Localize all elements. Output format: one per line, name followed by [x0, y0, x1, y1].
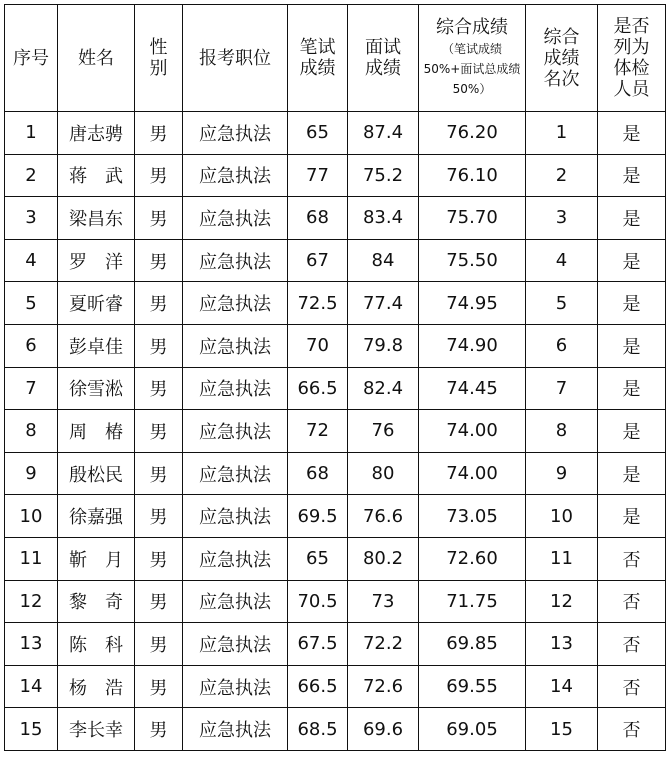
- cell-combined-score: 74.00: [419, 452, 526, 495]
- cell-written-score: 72.5: [288, 282, 348, 325]
- table-row: [5, 580, 666, 623]
- cell-gender: 男: [135, 452, 183, 495]
- cell-index: 13: [5, 623, 58, 666]
- cell-position: 应急执法: [183, 197, 288, 240]
- header-written-score: 笔试成绩: [288, 5, 348, 112]
- cell-physical-exam: 是: [598, 112, 666, 155]
- header-combined-score: [419, 5, 526, 112]
- table-header: [5, 5, 666, 112]
- cell-rank: 15: [526, 708, 598, 751]
- cell-written-score: 66.5: [288, 367, 348, 410]
- cell-position: 应急执法: [183, 708, 288, 751]
- cell-combined-score: 75.70: [419, 197, 526, 240]
- cell-rank: 6: [526, 324, 598, 367]
- table-row: [5, 708, 666, 751]
- cell-position: 应急执法: [183, 580, 288, 623]
- cell-gender: 男: [135, 623, 183, 666]
- cell-name: 靳 月: [58, 537, 135, 580]
- cell-name: 李长幸: [58, 708, 135, 751]
- cell-name: 蒋 武: [58, 154, 135, 197]
- cell-index: 12: [5, 580, 58, 623]
- table-row: [5, 452, 666, 495]
- cell-interview-score: 72.6: [348, 665, 419, 708]
- cell-index: 11: [5, 537, 58, 580]
- table-row: [5, 239, 666, 282]
- table-row: [5, 112, 666, 155]
- cell-written-score: 70: [288, 324, 348, 367]
- cell-physical-exam: 是: [598, 367, 666, 410]
- cell-position: 应急执法: [183, 665, 288, 708]
- cell-gender: 男: [135, 537, 183, 580]
- cell-combined-score: 75.50: [419, 239, 526, 282]
- cell-gender: 男: [135, 154, 183, 197]
- cell-name: 徐雪淞: [58, 367, 135, 410]
- cell-position: 应急执法: [183, 324, 288, 367]
- cell-index: 9: [5, 452, 58, 495]
- cell-written-score: 65: [288, 537, 348, 580]
- cell-name: 陈 科: [58, 623, 135, 666]
- cell-interview-score: 73: [348, 580, 419, 623]
- cell-physical-exam: 是: [598, 282, 666, 325]
- table-row: [5, 665, 666, 708]
- header-combined-note: （笔试成绩50%+面试总成绩50%）: [423, 42, 521, 96]
- cell-combined-score: 69.55: [419, 665, 526, 708]
- cell-combined-score: 74.90: [419, 324, 526, 367]
- cell-index: 4: [5, 239, 58, 282]
- cell-rank: 10: [526, 495, 598, 538]
- cell-rank: 7: [526, 367, 598, 410]
- cell-written-score: 65: [288, 112, 348, 155]
- cell-interview-score: 80.2: [348, 537, 419, 580]
- cell-gender: 男: [135, 708, 183, 751]
- cell-index: 2: [5, 154, 58, 197]
- cell-index: 6: [5, 324, 58, 367]
- cell-gender: 男: [135, 197, 183, 240]
- cell-interview-score: 76.6: [348, 495, 419, 538]
- cell-physical-exam: 否: [598, 537, 666, 580]
- cell-interview-score: 83.4: [348, 197, 419, 240]
- cell-interview-score: 87.4: [348, 112, 419, 155]
- cell-rank: 13: [526, 623, 598, 666]
- table-row: [5, 495, 666, 538]
- header-combined-title: 综合成绩: [436, 17, 508, 38]
- cell-written-score: 67: [288, 239, 348, 282]
- cell-combined-score: 76.10: [419, 154, 526, 197]
- header-rank: 综合成绩名次: [526, 5, 598, 112]
- cell-interview-score: 80: [348, 452, 419, 495]
- cell-physical-exam: 是: [598, 495, 666, 538]
- cell-combined-score: 69.05: [419, 708, 526, 751]
- cell-position: 应急执法: [183, 495, 288, 538]
- cell-physical-exam: 是: [598, 410, 666, 453]
- cell-interview-score: 75.2: [348, 154, 419, 197]
- cell-physical-exam: 否: [598, 580, 666, 623]
- cell-gender: 男: [135, 282, 183, 325]
- cell-gender: 男: [135, 324, 183, 367]
- table-row: [5, 367, 666, 410]
- cell-position: 应急执法: [183, 537, 288, 580]
- cell-gender: 男: [135, 367, 183, 410]
- cell-combined-score: 74.45: [419, 367, 526, 410]
- cell-position: 应急执法: [183, 112, 288, 155]
- cell-rank: 8: [526, 410, 598, 453]
- cell-gender: 男: [135, 580, 183, 623]
- cell-index: 8: [5, 410, 58, 453]
- cell-combined-score: 73.05: [419, 495, 526, 538]
- cell-index: 1: [5, 112, 58, 155]
- table-row: [5, 197, 666, 240]
- cell-combined-score: 74.95: [419, 282, 526, 325]
- table-row: [5, 324, 666, 367]
- cell-position: 应急执法: [183, 410, 288, 453]
- cell-position: 应急执法: [183, 452, 288, 495]
- cell-rank: 5: [526, 282, 598, 325]
- cell-position: 应急执法: [183, 623, 288, 666]
- cell-index: 15: [5, 708, 58, 751]
- cell-interview-score: 82.4: [348, 367, 419, 410]
- cell-position: 应急执法: [183, 367, 288, 410]
- cell-index: 14: [5, 665, 58, 708]
- cell-combined-score: 69.85: [419, 623, 526, 666]
- cell-written-score: 66.5: [288, 665, 348, 708]
- cell-index: 10: [5, 495, 58, 538]
- cell-gender: 男: [135, 112, 183, 155]
- cell-written-score: 68: [288, 452, 348, 495]
- cell-written-score: 72: [288, 410, 348, 453]
- cell-combined-score: 76.20: [419, 112, 526, 155]
- header-physical-exam: 是否列为体检人员: [598, 5, 666, 112]
- cell-physical-exam: 是: [598, 452, 666, 495]
- table-row: [5, 537, 666, 580]
- cell-position: 应急执法: [183, 154, 288, 197]
- cell-name: 夏昕睿: [58, 282, 135, 325]
- cell-physical-exam: 是: [598, 239, 666, 282]
- cell-interview-score: 84: [348, 239, 419, 282]
- cell-name: 唐志骋: [58, 112, 135, 155]
- cell-interview-score: 77.4: [348, 282, 419, 325]
- cell-name: 黎 奇: [58, 580, 135, 623]
- cell-combined-score: 74.00: [419, 410, 526, 453]
- cell-written-score: 68: [288, 197, 348, 240]
- table-row: [5, 154, 666, 197]
- table-body: [5, 112, 666, 751]
- cell-written-score: 77: [288, 154, 348, 197]
- cell-rank: 3: [526, 197, 598, 240]
- cell-index: 3: [5, 197, 58, 240]
- cell-name: 梁昌东: [58, 197, 135, 240]
- cell-gender: 男: [135, 665, 183, 708]
- cell-interview-score: 72.2: [348, 623, 419, 666]
- cell-index: 5: [5, 282, 58, 325]
- cell-rank: 1: [526, 112, 598, 155]
- cell-written-score: 69.5: [288, 495, 348, 538]
- table-row: [5, 282, 666, 325]
- header-position: 报考职位: [183, 5, 288, 112]
- cell-physical-exam: 否: [598, 665, 666, 708]
- score-table: [4, 4, 666, 751]
- cell-gender: 男: [135, 495, 183, 538]
- header-row: [5, 5, 666, 112]
- cell-physical-exam: 是: [598, 154, 666, 197]
- table-row: [5, 623, 666, 666]
- cell-interview-score: 69.6: [348, 708, 419, 751]
- header-name: 姓名: [58, 5, 135, 112]
- cell-rank: 2: [526, 154, 598, 197]
- cell-name: 彭卓佳: [58, 324, 135, 367]
- cell-written-score: 68.5: [288, 708, 348, 751]
- header-interview-score: 面试成绩: [348, 5, 419, 112]
- table-row: [5, 410, 666, 453]
- cell-name: 殷松民: [58, 452, 135, 495]
- cell-rank: 12: [526, 580, 598, 623]
- cell-position: 应急执法: [183, 282, 288, 325]
- cell-written-score: 67.5: [288, 623, 348, 666]
- cell-name: 罗 洋: [58, 239, 135, 282]
- cell-name: 周 椿: [58, 410, 135, 453]
- cell-physical-exam: 否: [598, 623, 666, 666]
- cell-gender: 男: [135, 410, 183, 453]
- cell-physical-exam: 是: [598, 197, 666, 240]
- cell-rank: 11: [526, 537, 598, 580]
- cell-position: 应急执法: [183, 239, 288, 282]
- cell-name: 徐嘉强: [58, 495, 135, 538]
- cell-rank: 14: [526, 665, 598, 708]
- header-gender: 性别: [135, 5, 183, 112]
- cell-gender: 男: [135, 239, 183, 282]
- cell-combined-score: 71.75: [419, 580, 526, 623]
- cell-physical-exam: 是: [598, 324, 666, 367]
- cell-name: 杨 浩: [58, 665, 135, 708]
- cell-interview-score: 76: [348, 410, 419, 453]
- cell-index: 7: [5, 367, 58, 410]
- cell-written-score: 70.5: [288, 580, 348, 623]
- cell-interview-score: 79.8: [348, 324, 419, 367]
- cell-combined-score: 72.60: [419, 537, 526, 580]
- cell-rank: 4: [526, 239, 598, 282]
- cell-physical-exam: 否: [598, 708, 666, 751]
- header-index: 序号: [5, 5, 58, 112]
- cell-rank: 9: [526, 452, 598, 495]
